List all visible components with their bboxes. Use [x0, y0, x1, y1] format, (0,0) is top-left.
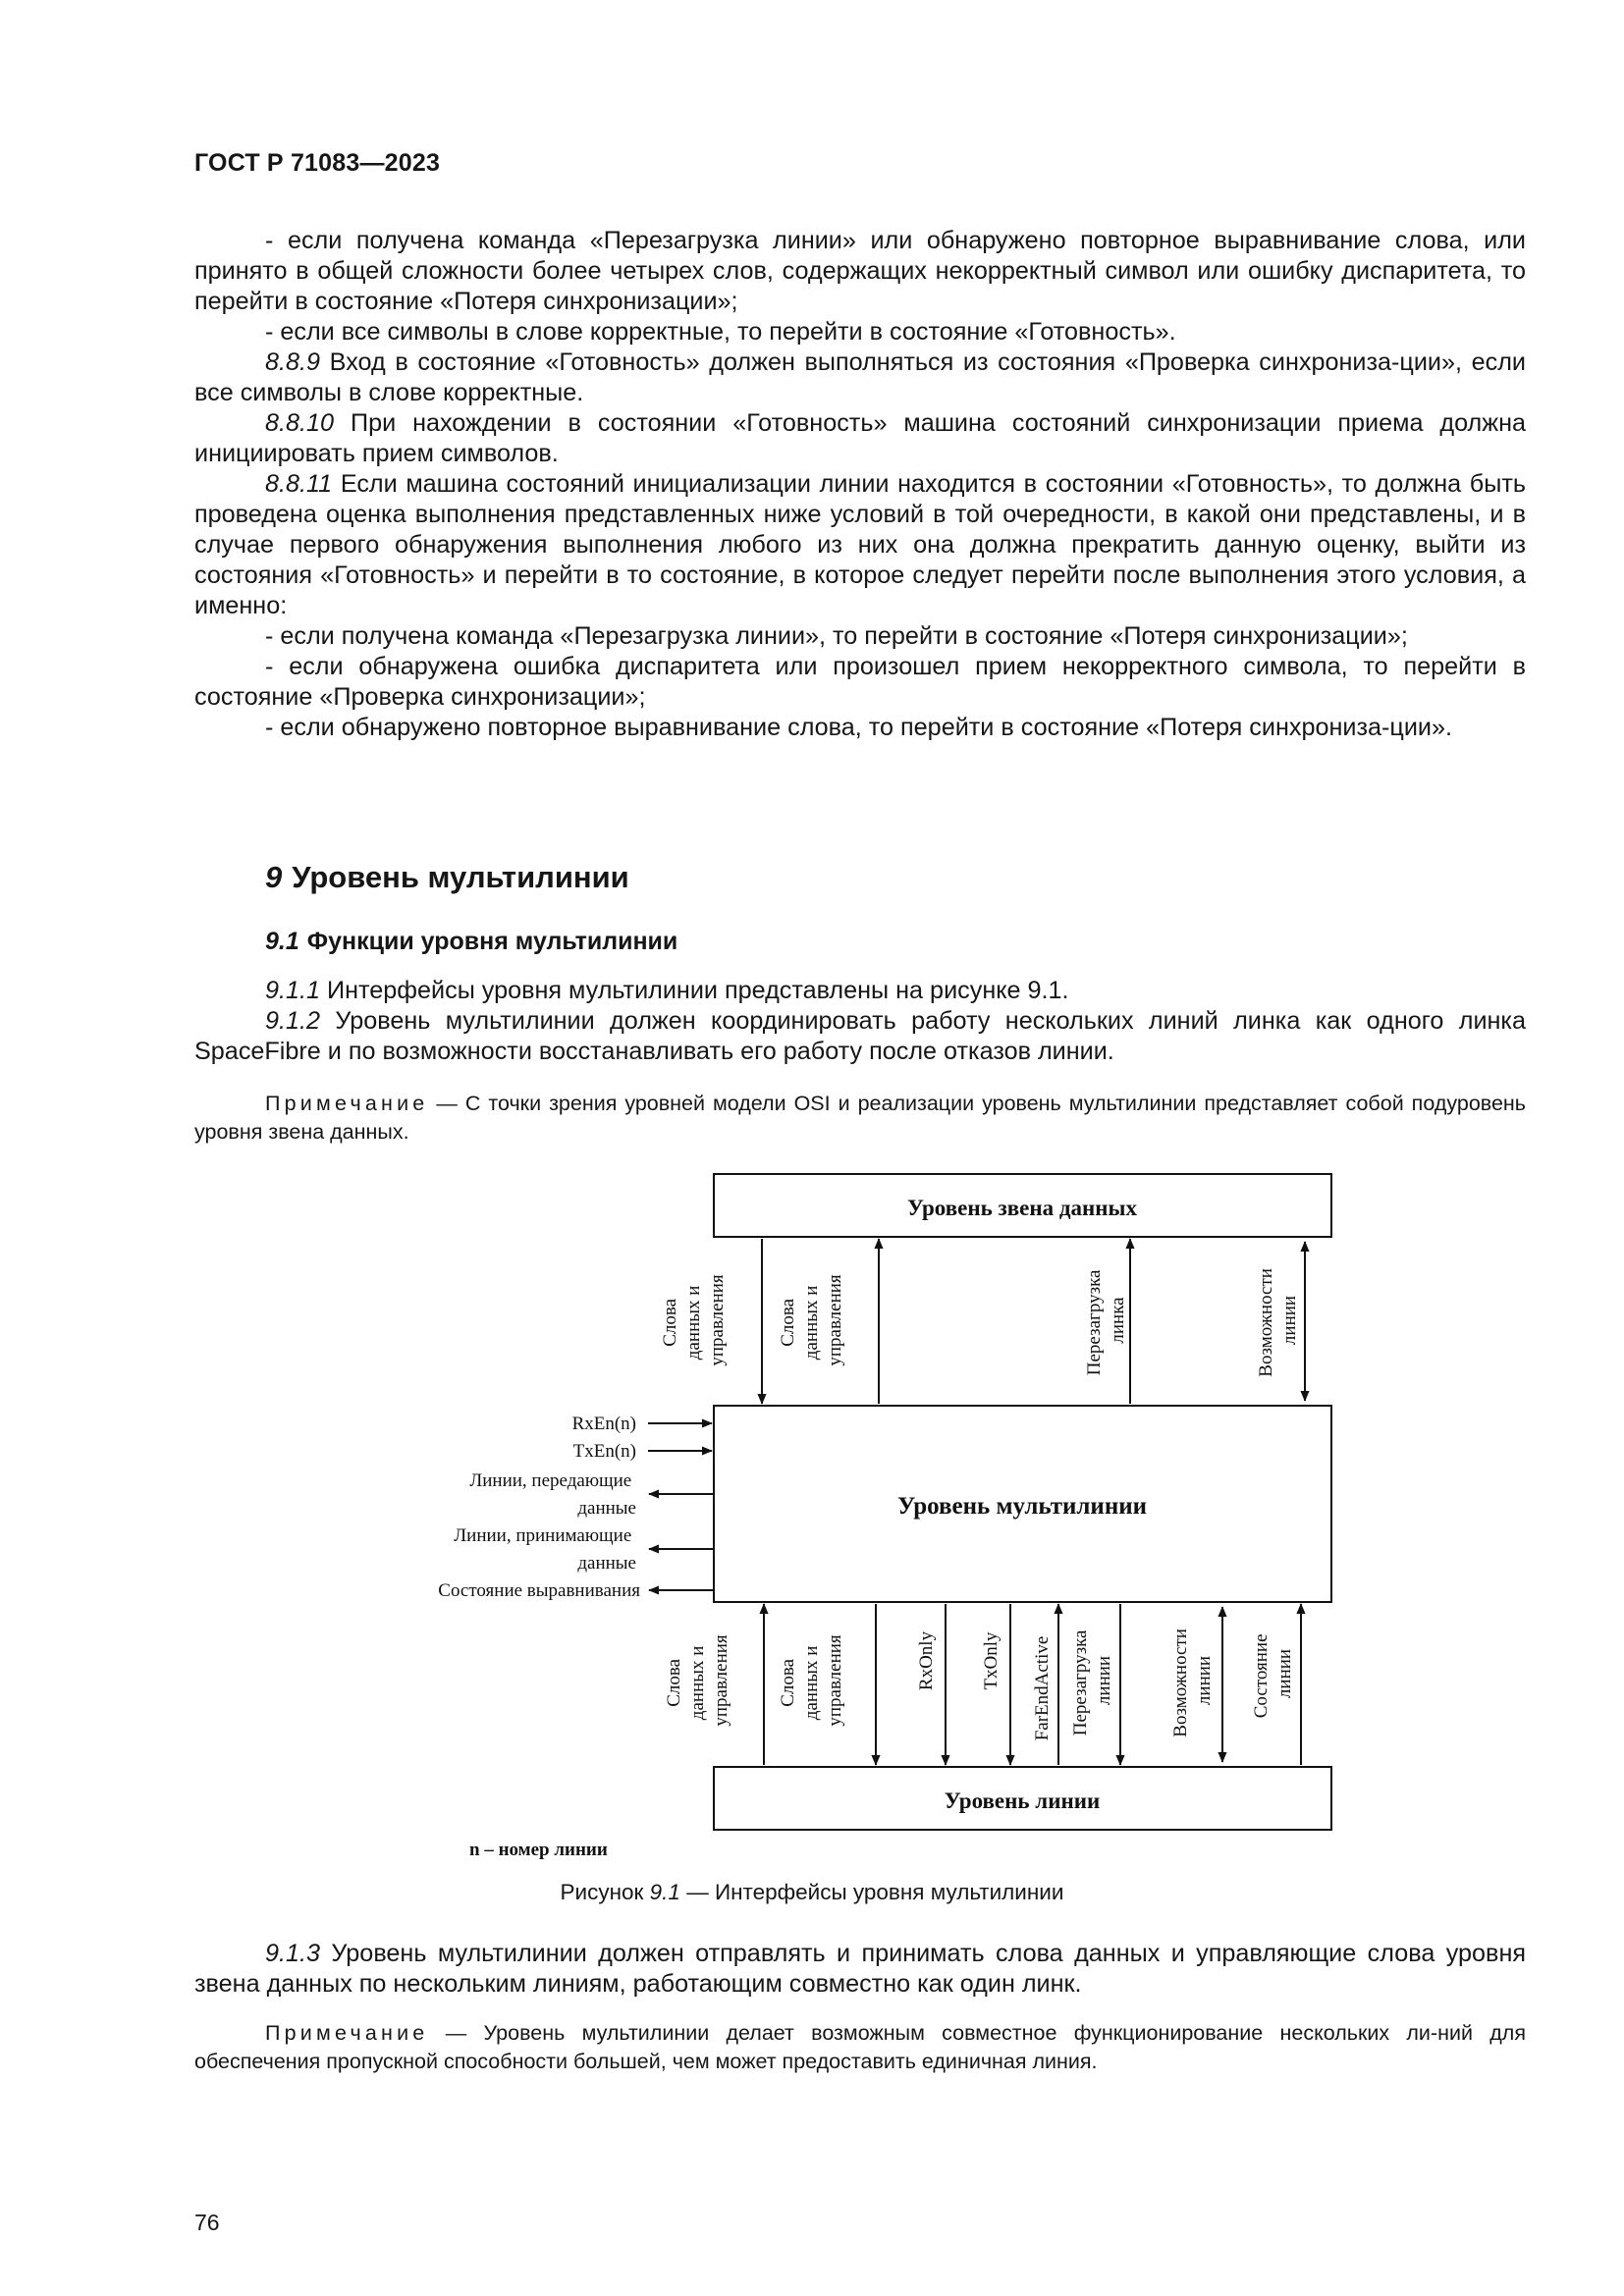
figure-caption: Рисунок 9.1 — Интерфейсы уровня мультилинии [560, 1880, 1064, 1904]
note-label: Примечание [265, 1092, 429, 1115]
bottom-label-1: Слова данных и управления [664, 1634, 731, 1727]
bottom-label-farendactive: FarEndActive [1032, 1635, 1053, 1741]
left-label-align-state: Состояние выравнивания [438, 1580, 640, 1601]
box-multilane-layer-label: Уровень мультилинии [896, 1493, 1148, 1520]
figure-footnote: n – номер линии [469, 1840, 608, 1860]
paragraph: 8.8.9 Вход в состояние «Готовность» должен выполняться из состояния «Проверка синхрониза-ции», если все символы в слове корректные. [194, 348, 1526, 406]
bottom-label-lane-state: Состояние линии [1251, 1633, 1295, 1719]
paragraph: - если получена команда «Перезагрузка линии», то перейти в состояние «Потеря синхронизации»; [265, 622, 1408, 650]
paragraph: - если обнаружено повторное выравнивание слова, то перейти в состояние «Потеря синхрониза-ции». [265, 714, 1452, 741]
document-header: ГОСТ Р 71083—2023 [194, 149, 441, 177]
left-label-tx-lanes: Линии, передающие данные [469, 1470, 636, 1519]
paragraph: 9.1.3 Уровень мультилинии должен отправлять и принимать слова данных и управляющие слова уровня звена данных по нескольким линиям, работающим совместно как один линк. [194, 1940, 1526, 1998]
bottom-label-lane-reset: Перезагрузка линии [1070, 1629, 1114, 1736]
note-label: Примечание [265, 2021, 429, 2045]
paragraph: 8.8.10 При нахождении в состоянии «Готовность» машина состояний синхронизации приема должна инициировать прием символов. [194, 409, 1526, 467]
bottom-label-lane-capabilities: Возможности линии [1170, 1629, 1215, 1737]
bottom-label-txonly: TxOnly [981, 1631, 1001, 1690]
left-label-rxen: RxEn(n) [571, 1414, 636, 1434]
subsection-number: 9.1 [265, 928, 299, 955]
box-data-link-layer-label: Уровень звена данных [907, 1196, 1137, 1220]
body-text-bottom [194, 1939, 1526, 2000]
page-number: 76 [194, 2210, 220, 2235]
paragraph: 8.8.11 Если машина состояний инициализации линии находится в состоянии «Готовность», то должна быть проведена оценка выполнения представленных ниже условий в той очередности, в какой они представлены, и в случае первого обнаружения выполнения любого из них она должна прекратить данную оценку, выйти из состояния «Готовность» и перейти в то состояние, в которое следует перейти после выполнения этого условия, а именно: [194, 470, 1526, 619]
bottom-label-rxonly: RxOnly [916, 1630, 937, 1691]
paragraph: - если все символы в слове корректные, то перейти в состояние «Готовность». [265, 318, 1176, 346]
section-title-text: Уровень мультилинии [292, 860, 629, 894]
left-label-rx-lanes: Линии, принимающие данные [454, 1525, 636, 1574]
bottom-label-2: Слова данных и управления [778, 1634, 845, 1727]
left-label-txen: TxEn(n) [572, 1441, 636, 1462]
note-text: — Уровень мультилинии делает возможным совместное функционирование нескольких ли-ний для обеспечения пропускной способности большей, чем может предоставить единичная линия. [194, 2021, 1526, 2073]
paragraph: 9.1.2 Уровень мультилинии должен координировать работу нескольких линий линка как одного линка SpaceFibre и по возможности восстанавливать его работу после отказов линии. [194, 1007, 1526, 1065]
paragraph: 9.1.1 Интерфейсы уровня мультилинии представлены на рисунке 9.1. [265, 977, 1069, 1004]
note-2 [194, 2019, 1526, 2076]
paragraph: - если получена команда «Перезагрузка линии» или обнаружено повторное выравнивание слова, или принято в общей сложности более четырех слов, содержащих некорректный символ или ошибку диспаритета, то перейти в состояние «Потеря синхронизации»; [194, 227, 1526, 315]
paragraph: - если обнаружена ошибка диспаритета или произошел прием некорректного символа, то перейти в состояние «Проверка синхронизации»; [194, 653, 1526, 711]
top-label-1: Слова данных и управления [660, 1274, 728, 1366]
top-label-2: Слова данных и управления [778, 1274, 845, 1366]
top-label-3: Перезагрузка линка [1084, 1269, 1128, 1376]
note-text: — С точки зрения уровней модели OSI и реализации уровень мультилинии представляет собой подуровень уровня звена данных. [194, 1092, 1526, 1144]
section-number: 9 [265, 860, 283, 894]
subsection-title-text: Функции уровня мультилинии [306, 928, 678, 955]
top-label-4: Возможности линии [1256, 1268, 1300, 1377]
box-lane-layer-label: Уровень линии [944, 1789, 1101, 1813]
